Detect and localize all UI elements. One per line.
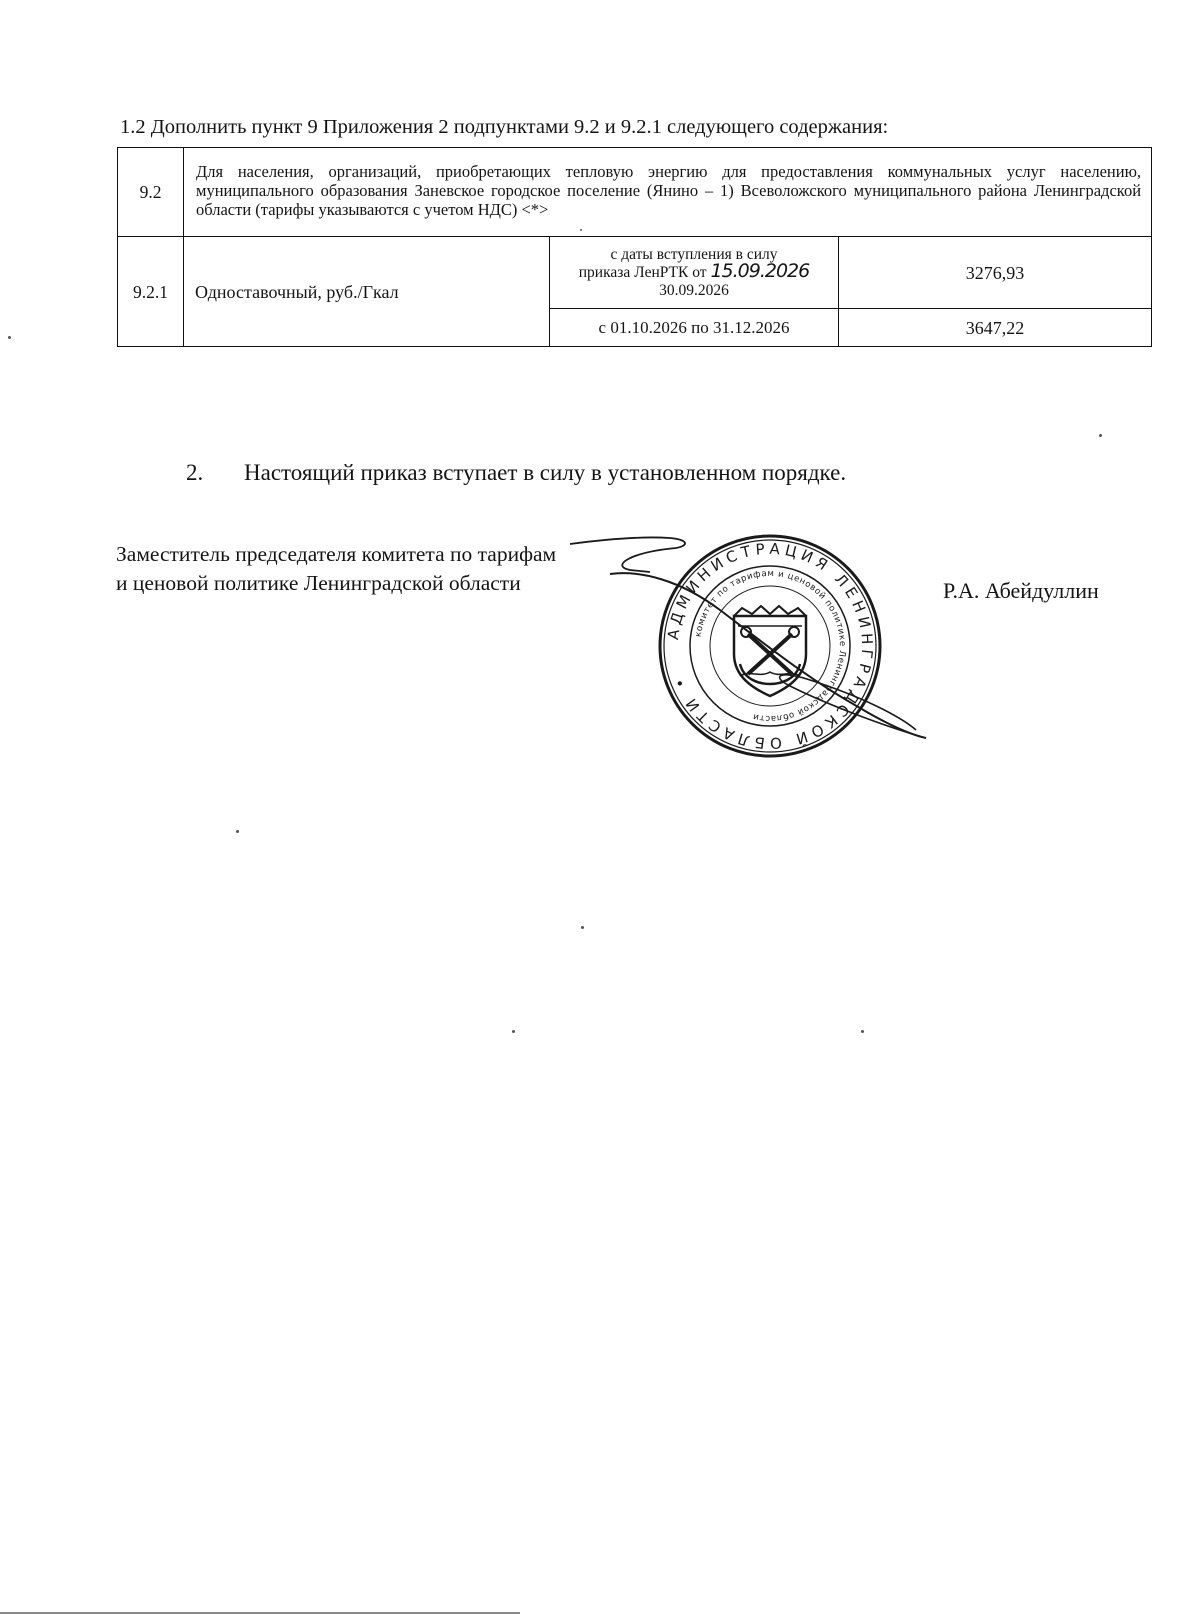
handwritten-signature-icon <box>570 530 970 770</box>
signatory-name: Р.А. Абейдуллин <box>943 578 1099 603</box>
period-cell-2: с 01.10.2026 по 31.12.2026 <box>550 309 839 347</box>
tariff-table <box>117 147 1152 347</box>
scan-speck <box>581 926 584 929</box>
clause-text: Настоящий приказ вступает в силу в установленном порядке. <box>244 460 847 485</box>
row-number: 9.2 <box>118 148 184 237</box>
svg-text:комитет по тарифам и ценовой п: комитет по тарифам и ценовой политике Ленинградской области <box>693 568 848 724</box>
period-order-prefix: приказа ЛенРТК от <box>578 264 707 282</box>
scan-speck <box>8 336 11 339</box>
handwritten-date: 15.09.2026 <box>710 260 810 283</box>
period-cell-1 <box>550 237 839 309</box>
intro-paragraph: 1.2 Дополнить пункт 9 Приложения 2 подпунктами 9.2 и 9.2.1 следующего содержания: <box>120 116 889 138</box>
scan-edge-line <box>0 1612 520 1614</box>
scan-speck <box>580 229 582 231</box>
period-line <box>550 260 838 283</box>
period-line: 30.09.2026 <box>659 281 729 299</box>
tariff-value-1: 3276,93 <box>839 237 1152 309</box>
clause-2 <box>186 460 846 486</box>
scan-speck <box>512 1030 515 1033</box>
signatory-title <box>116 540 556 598</box>
svg-text:АДМИНИСТРАЦИЯ ЛЕНИНГРАДСКОЙ ОБ: АДМИНИСТРАЦИЯ ЛЕНИНГРАДСКОЙ ОБЛАСТИ • <box>664 539 877 753</box>
table-row <box>118 237 1152 309</box>
table-row <box>118 148 1152 237</box>
row-description: Для населения, организаций, приобретающих тепловую энергию для предоставления коммунальных услуг населению, муниципального образования Заневское городское поселение (Янино – 1) Всеволожского муниципального района Ленинградской области (тарифы указываются с учетом НДС) <*> <box>184 148 1152 237</box>
scan-speck <box>861 1030 864 1033</box>
scan-speck <box>236 830 239 833</box>
tariff-name: Одноставочный, руб./Гкал <box>184 237 550 347</box>
scan-speck <box>1099 434 1102 437</box>
signatory-line-1: Заместитель председателя комитета по тарифам <box>116 542 557 566</box>
period-line: с даты вступления в силу <box>610 245 778 263</box>
row-number: 9.2.1 <box>118 237 184 347</box>
clause-number: 2. <box>186 460 204 485</box>
tariff-value-2: 3647,22 <box>839 309 1152 347</box>
signatory-line-2: и ценовой политике Ленинградской области <box>116 571 521 595</box>
